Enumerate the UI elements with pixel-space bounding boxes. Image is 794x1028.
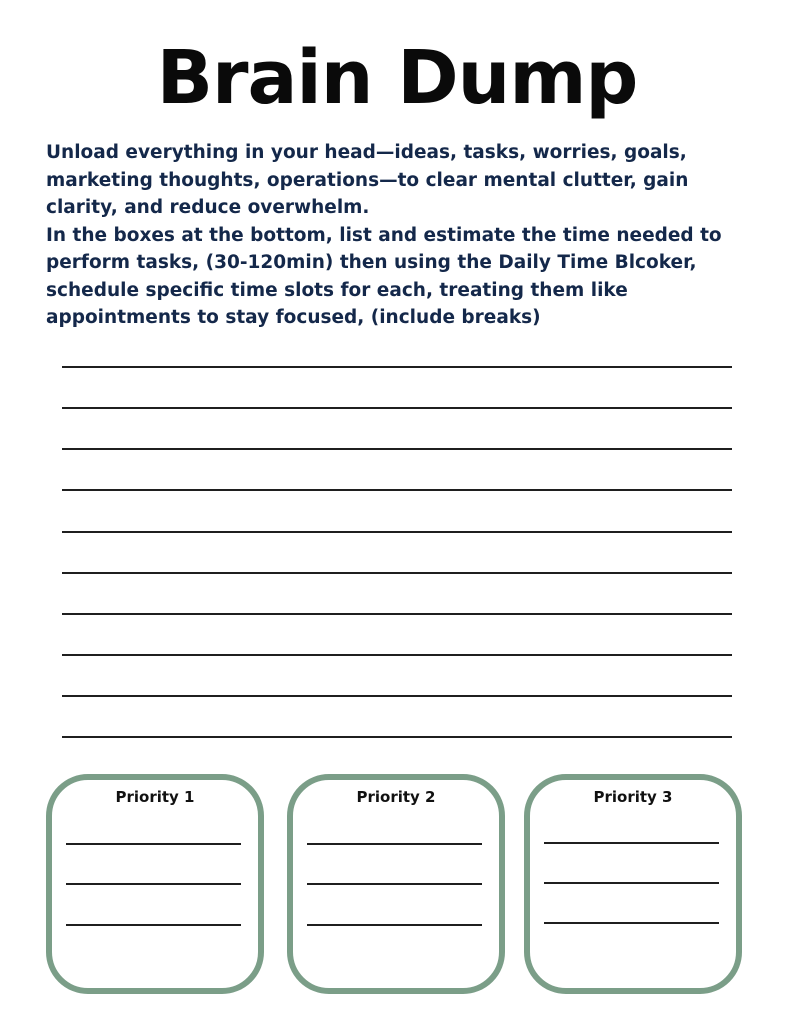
write-line[interactable] bbox=[62, 448, 732, 450]
write-line[interactable] bbox=[62, 407, 732, 409]
priority-line[interactable] bbox=[307, 843, 482, 845]
write-line[interactable] bbox=[62, 489, 732, 491]
write-line[interactable] bbox=[62, 695, 732, 697]
instructions bbox=[46, 139, 746, 332]
instructions-paragraph-2: In the boxes at the bottom, list and estimate the time needed to perform tasks, (30-120min) then using the Daily Time Blcoker, schedule specific time slots for each, treating them like appointments to stay focused, (include breaks) bbox=[46, 224, 722, 328]
priority-box-1 bbox=[46, 774, 264, 994]
priority-line[interactable] bbox=[307, 924, 482, 926]
priority-line[interactable] bbox=[544, 922, 719, 924]
instructions-paragraph-1: Unload everything in your head—ideas, tasks, worries, goals, marketing thoughts, operations—to clear mental clutter, gain clarity, and reduce overwhelm. bbox=[46, 142, 689, 218]
priority-line[interactable] bbox=[66, 924, 241, 926]
priority-title: Priority 3 bbox=[593, 788, 673, 806]
priority-line[interactable] bbox=[307, 883, 482, 885]
priority-box-2 bbox=[287, 774, 505, 994]
priority-line[interactable] bbox=[544, 842, 719, 844]
priority-title: Priority 1 bbox=[115, 788, 195, 806]
write-line[interactable] bbox=[62, 572, 732, 574]
priority-line[interactable] bbox=[66, 883, 241, 885]
write-line[interactable] bbox=[62, 736, 732, 738]
write-line[interactable] bbox=[62, 366, 732, 368]
priority-title: Priority 2 bbox=[356, 788, 436, 806]
write-line[interactable] bbox=[62, 613, 732, 615]
write-line[interactable] bbox=[62, 531, 732, 533]
page-title: Brain Dump bbox=[156, 35, 638, 121]
priority-box-3 bbox=[524, 774, 742, 994]
priority-line[interactable] bbox=[544, 882, 719, 884]
priority-line[interactable] bbox=[66, 843, 241, 845]
write-line[interactable] bbox=[62, 654, 732, 656]
